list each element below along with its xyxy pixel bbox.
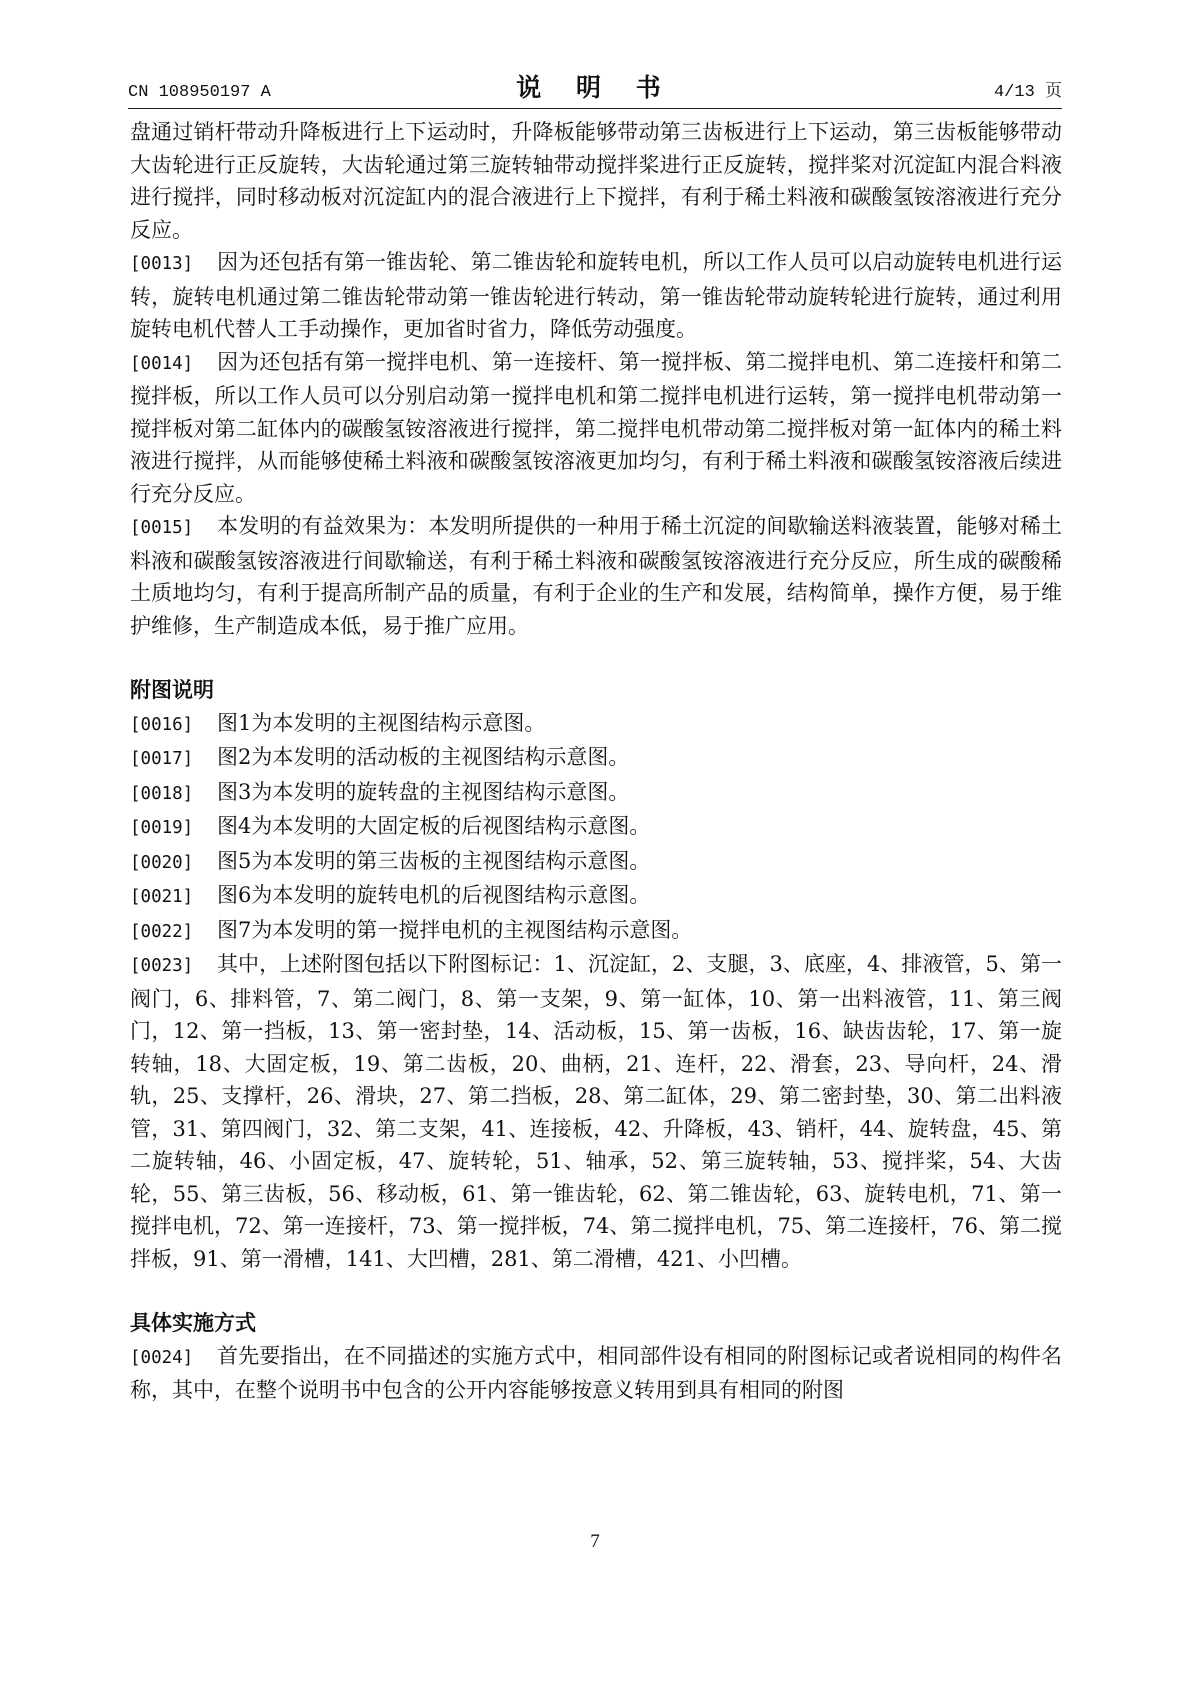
paragraph-text: 图6为本发明的旋转电机的后视图结构示意图。 bbox=[217, 883, 651, 907]
paragraph-0022 bbox=[130, 914, 1062, 949]
paragraph-text: 首先要指出，在不同描述的实施方式中，相同部件设有相同的附图标记或者说相同的构件名称，其中，在整个说明书中包含的公开内容能够按意义转用到具有相同的附图 bbox=[130, 1343, 1062, 1402]
paragraph-number: [0019] bbox=[130, 818, 194, 838]
paragraph-text: 图1为本发明的主视图结构示意图。 bbox=[217, 710, 546, 735]
section-heading-embodiment: 具体实施方式 bbox=[130, 1311, 256, 1335]
paragraph-text: 图5为本发明的第三齿板的主视图结构示意图。 bbox=[217, 848, 651, 873]
paragraph-text: 其中，上述附图包括以下附图标记：1、沉淀缸，2、支腿，3、底座，4、排液管，5、第一阀门，6、排料管，7、第二阀门，8、第一支架，9、第一缸体，10、第一出料液管，11、第三阀门，12、第一挡板，13、第一密封垫，14、活动板，15、第一齿板，16、缺齿齿轮，17、第一旋转轴，18、大固定板，19、第二齿板，20、曲柄，21、连杆，22、滑套，23、导向杆，24、滑轨，25、支撑杆，26、滑块，27、第二挡板，28、第二缸体，29、第二密封垫，30、第二出料液管，31、第四阀门，32、第二支架，41、连接板，42、升降板，43、销杆，44、旋转盘，45、第二旋转轴，46、小固定板，47、旋转轮，51、轴承，52、第三旋转轴，53、搅拌桨，54、大齿轮，55、第三齿板，56、移动板，61、第一锥齿轮，62、第二锥齿轮，63、旋转电机，71、第一搅拌电机，72、第一连接杆，73、第一搅拌板，74、第二搅拌电机，75、第二连接杆，76、第二搅拌板，91、第一滑槽，141、大凹槽，281、第二滑槽，421、小凹槽。 bbox=[130, 952, 1062, 1271]
page-info: 4/13 页 bbox=[993, 83, 1062, 102]
paragraph-number: [0020] bbox=[130, 852, 194, 873]
paragraph-number: [0022] bbox=[130, 921, 194, 942]
paragraph-0019 bbox=[130, 810, 1062, 845]
paragraph-0013 bbox=[130, 246, 1062, 346]
paragraph-number: [0015] bbox=[130, 518, 194, 538]
section-heading-figures: 附图说明 bbox=[130, 678, 214, 702]
page-number: 7 bbox=[590, 1531, 600, 1552]
paragraph-text: 图7为本发明的第一搅拌电机的主视图结构示意图。 bbox=[217, 917, 693, 942]
paragraph-continued: 盘通过销杆带动升降板进行上下运动时，升降板能够带动第三齿板进行上下运动，第三齿板能够带动大齿轮进行正反旋转，大齿轮通过第三旋转轴带动搅拌桨进行正反旋转，搅拌桨对沉淀缸内混合料液进行搅拌，同时移动板对沉淀缸内的混合液进行上下搅拌，有利于稀土料液和碳酸氢铵溶液进行充分反应。 bbox=[130, 120, 1062, 242]
paragraph-0021 bbox=[130, 879, 1062, 914]
paragraph-text: 图4为本发明的大固定板的后视图结构示意图。 bbox=[217, 814, 651, 838]
paragraph-text: 因为还包括有第一搅拌电机、第一连接杆、第一搅拌板、第二搅拌电机、第二连接杆和第二搅拌板，所以工作人员可以分别启动第一搅拌电机和第二搅拌电机进行运转，第一搅拌电机带动第一搅拌板对第二缸体内的碳酸氢铵溶液进行搅拌，第二搅拌电机带动第二搅拌板对第一缸体内的稀土料液进行搅拌，从而能够使稀土料液和碳酸氢铵溶液更加均匀，有利于稀土料液和碳酸氢铵溶液后续进行充分反应。 bbox=[130, 349, 1062, 506]
paragraph-text: 图3为本发明的旋转盘的主视图结构示意图。 bbox=[217, 779, 630, 804]
section-gap bbox=[130, 1275, 1062, 1307]
paragraph-text: 本发明的有益效果为：本发明所提供的一种用于稀土沉淀的间歇输送料液装置，能够对稀土料液和碳酸氢铵溶液进行间歇输送，有利于稀土料液和碳酸氢铵溶液进行充分反应，所生成的碳酸稀土质地均匀，有利于提高所制产品的质量，有利于企业的生产和发展，结构简单，操作方便，易于维护维修，生产制造成本低，易于推广应用。 bbox=[130, 514, 1062, 638]
document-body bbox=[130, 116, 1062, 1407]
paragraph-0018 bbox=[130, 776, 1062, 811]
paragraph-text: 图2为本发明的活动板的主视图结构示意图。 bbox=[217, 745, 630, 769]
paragraph-0017 bbox=[130, 741, 1062, 776]
page-title: 说 明 书 bbox=[516, 73, 674, 102]
paragraph-number: [0014] bbox=[130, 353, 194, 374]
paragraph-number: [0024] bbox=[130, 1347, 194, 1368]
paragraph-0016 bbox=[130, 707, 1062, 742]
paragraph-text: 因为还包括有第一锥齿轮、第二锥齿轮和旋转电机，所以工作人员可以启动旋转电机进行运转，旋转电机通过第二锥齿轮带动第一锥齿轮进行转动，第一锥齿轮带动旋转轮进行旋转，通过利用旋转电机代替人工手动操作，更加省时省力，降低劳动强度。 bbox=[130, 250, 1062, 341]
paragraph-number: [0013] bbox=[130, 254, 194, 274]
paragraph-0020 bbox=[130, 845, 1062, 880]
paragraph-number: [0017] bbox=[130, 749, 194, 769]
doc-number: CN 108950197 A bbox=[128, 83, 271, 102]
paragraph-number: [0023] bbox=[130, 956, 194, 976]
paragraph-0015 bbox=[130, 510, 1062, 642]
paragraph-0023 bbox=[130, 948, 1062, 1275]
page-header bbox=[128, 70, 1062, 109]
paragraph-0014 bbox=[130, 346, 1062, 511]
paragraph-number: [0021] bbox=[130, 887, 194, 907]
paragraph-number: [0018] bbox=[130, 783, 194, 804]
paragraph-number: [0016] bbox=[130, 714, 194, 735]
section-gap bbox=[130, 642, 1062, 674]
paragraph-0024 bbox=[130, 1340, 1062, 1407]
